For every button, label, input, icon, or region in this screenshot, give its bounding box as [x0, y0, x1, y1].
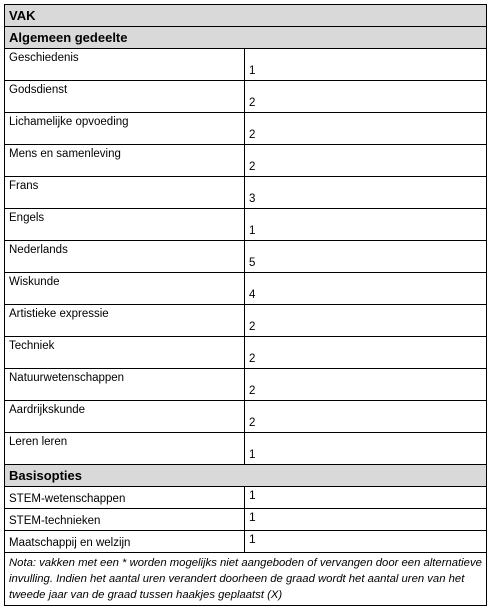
note-row: [5, 553, 487, 606]
table-row: [5, 81, 487, 113]
table-row: [5, 337, 487, 369]
table-row: [5, 305, 487, 337]
hours-cell: 4: [245, 273, 487, 305]
hours-cell: 1: [245, 487, 487, 509]
subjects-table-container: [4, 4, 486, 606]
table-row: [5, 209, 487, 241]
table-note: Nota: vakken met een * worden mogelijks niet aangeboden of vervangen door een alternatieve invulling. Indien het aantal uren verandert doorheen de graad wordt het aantal uren van het tweede jaar van de graad tussen haakjes geplaatst (X): [5, 553, 487, 606]
section-title-basisopties: Basisopties: [5, 465, 487, 487]
table-row: [5, 113, 487, 145]
hours-cell: 3: [245, 177, 487, 209]
hours-cell: 1: [245, 433, 487, 465]
subject-cell: STEM-technieken: [5, 509, 245, 531]
subjects-table: [4, 4, 487, 606]
hours-cell: 1: [245, 49, 487, 81]
table-row: [5, 241, 487, 273]
subject-cell: Engels: [5, 209, 245, 241]
subject-cell: Wiskunde: [5, 273, 245, 305]
subject-cell: Maatschappij en welzijn: [5, 531, 245, 553]
hours-cell: 1: [245, 531, 487, 553]
hours-cell: 1: [245, 509, 487, 531]
hours-cell: 2: [245, 401, 487, 433]
section-header-row: [5, 27, 487, 49]
table-row: [5, 433, 487, 465]
subject-cell: Nederlands: [5, 241, 245, 273]
section-title-algemeen: Algemeen gedeelte: [5, 27, 487, 49]
subject-cell: Lichamelijke opvoeding: [5, 113, 245, 145]
subject-cell: Artistieke expressie: [5, 305, 245, 337]
table-row: [5, 49, 487, 81]
hours-cell: 2: [245, 337, 487, 369]
table-row: [5, 401, 487, 433]
subject-cell: Frans: [5, 177, 245, 209]
subject-cell: STEM-wetenschappen: [5, 487, 245, 509]
hours-cell: 2: [245, 305, 487, 337]
subject-cell: Mens en samenleving: [5, 145, 245, 177]
hours-cell: 2: [245, 145, 487, 177]
hours-cell: 2: [245, 81, 487, 113]
section-header-row: [5, 465, 487, 487]
table-header-row: [5, 5, 487, 27]
table-row: [5, 145, 487, 177]
subject-cell: Godsdienst: [5, 81, 245, 113]
subject-cell: Natuurwetenschappen: [5, 369, 245, 401]
hours-cell: 1: [245, 209, 487, 241]
subject-cell: Leren leren: [5, 433, 245, 465]
table-row: [5, 273, 487, 305]
table-row: [5, 177, 487, 209]
subject-cell: Geschiedenis: [5, 49, 245, 81]
table-row: [5, 369, 487, 401]
table-header: VAK: [5, 5, 487, 27]
hours-cell: 2: [245, 369, 487, 401]
table-row: [5, 531, 487, 553]
subject-cell: Aardrijkskunde: [5, 401, 245, 433]
subject-cell: Techniek: [5, 337, 245, 369]
table-row: [5, 487, 487, 509]
table-row: [5, 509, 487, 531]
hours-cell: 5: [245, 241, 487, 273]
hours-cell: 2: [245, 113, 487, 145]
